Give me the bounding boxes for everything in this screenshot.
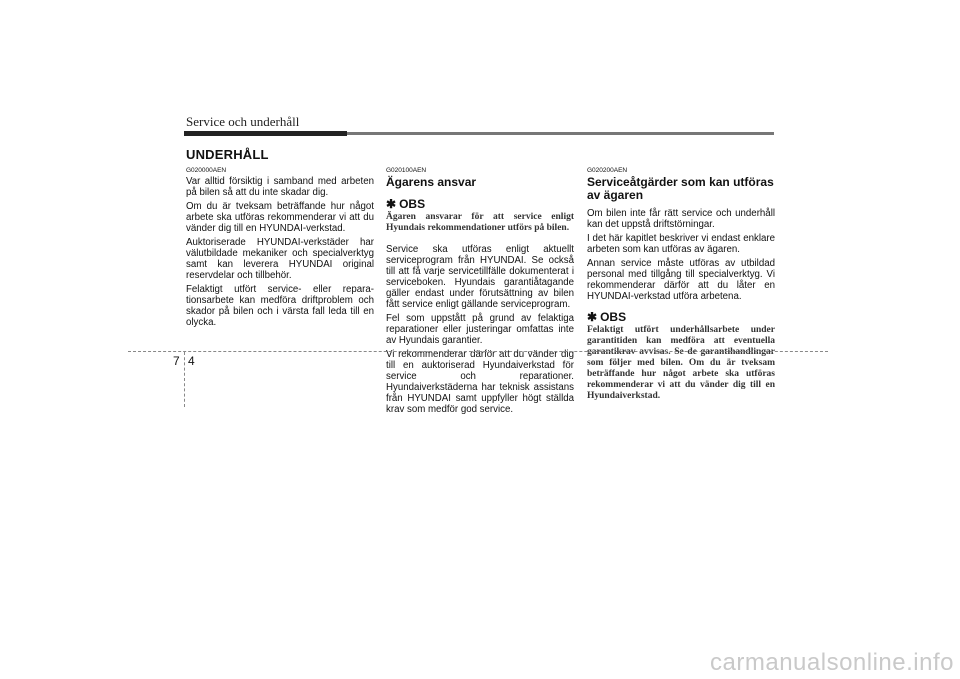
paragraph: Om bilen inte får rätt service och underhåll kan det uppstå driftstörningar. xyxy=(587,208,775,230)
paragraph: Service ska utföras enligt aktuellt serviceprogram från HYUNDAI. Se också till att få varje servicetillfälle dokumenterat i serviceboken. Hyundais garantiåtagande gäller endast under förutsättning av bilen fått service enligt gällande serviceprogram. xyxy=(386,244,574,310)
obs-label: OBS xyxy=(600,310,627,324)
obs-label: OBS xyxy=(399,197,426,211)
subsection-title: Serviceåtgärder som kan utföras av ägaren xyxy=(587,175,774,202)
paragraph: Var alltid försiktig i samband med arbeten på bilen så att du inte skadar dig. xyxy=(186,176,374,198)
section-code: G020100AEN xyxy=(386,167,427,174)
section-heading: UNDERHÅLL xyxy=(186,147,269,162)
column-2 xyxy=(386,167,574,418)
star-icon: ✱ xyxy=(386,197,397,211)
paragraph: Vi rekommenderar därför att du vänder dig till en auktoriserad Hyundaiverkstad för service och reparationer. Hyundaiverkstäderna har teknisk assistans från HYUNDAI samt uppfyller högt ställda krav som medför god service. xyxy=(386,349,574,415)
watermark: carmanualsonline.info xyxy=(710,649,954,676)
paragraph: Om du är tveksam beträffande hur något arbete ska utföras rekommenderar vi att du vänder dig till en HYUNDAI-verkstad. xyxy=(186,201,374,234)
subsection-title: Ägarens ansvar xyxy=(386,175,477,189)
obs-note: Ägaren ansvarar för att service enligt Hyundais rekommendationer utförs på bilen. xyxy=(386,212,574,233)
obs-heading xyxy=(386,197,574,211)
paragraph: Auktoriserade HYUNDAI-verkstäder har välutbildade mekaniker och specialverktyg samt kan leverera HYUNDAI original reservdelar och tillbehör. xyxy=(186,237,374,281)
paragraph: I det här kapitlet beskriver vi endast enklare arbeten som kan utföras av ägaren. xyxy=(587,233,775,255)
section-code: G020200AEN xyxy=(587,167,628,174)
footer-divider xyxy=(184,352,185,407)
column-3 xyxy=(587,167,775,412)
paragraph: Felaktigt utfört service- eller repara-tionsarbete kan medföra driftproblem och skador på bilen och i värsta fall leda till en olycka. xyxy=(186,284,374,328)
footer-rule xyxy=(128,351,828,352)
paragraph: Annan service måste utföras av utbildad personal med tillgång till specialverktyg. Vi rekommenderar därför att du låter en HYUNDAI-verkstad utföra arbetena. xyxy=(587,258,775,302)
obs-note: Felaktigt utfört underhållsarbete under garantitiden kan medföra att eventuella garantikrav avvisas. Se de garantihandlingar som följer med bilen. Om du är tveksam beträffande hur något arbete ska utföras rekommenderar vi att du vänder dig till en Hyundaiverkstad. xyxy=(587,325,775,401)
header-title: Service och underhåll xyxy=(186,114,300,129)
column-1 xyxy=(186,167,374,331)
paragraph: Fel som uppstått på grund av felaktiga reparationer eller justeringar omfattas inte av Hyundais garantier. xyxy=(386,313,574,346)
chapter-number: 7 xyxy=(173,354,180,368)
header-rule-accent xyxy=(184,131,347,136)
star-icon: ✱ xyxy=(587,310,598,324)
page-number: 4 xyxy=(188,354,195,368)
section-code: G020000AEN xyxy=(186,167,227,174)
obs-heading xyxy=(587,310,775,324)
